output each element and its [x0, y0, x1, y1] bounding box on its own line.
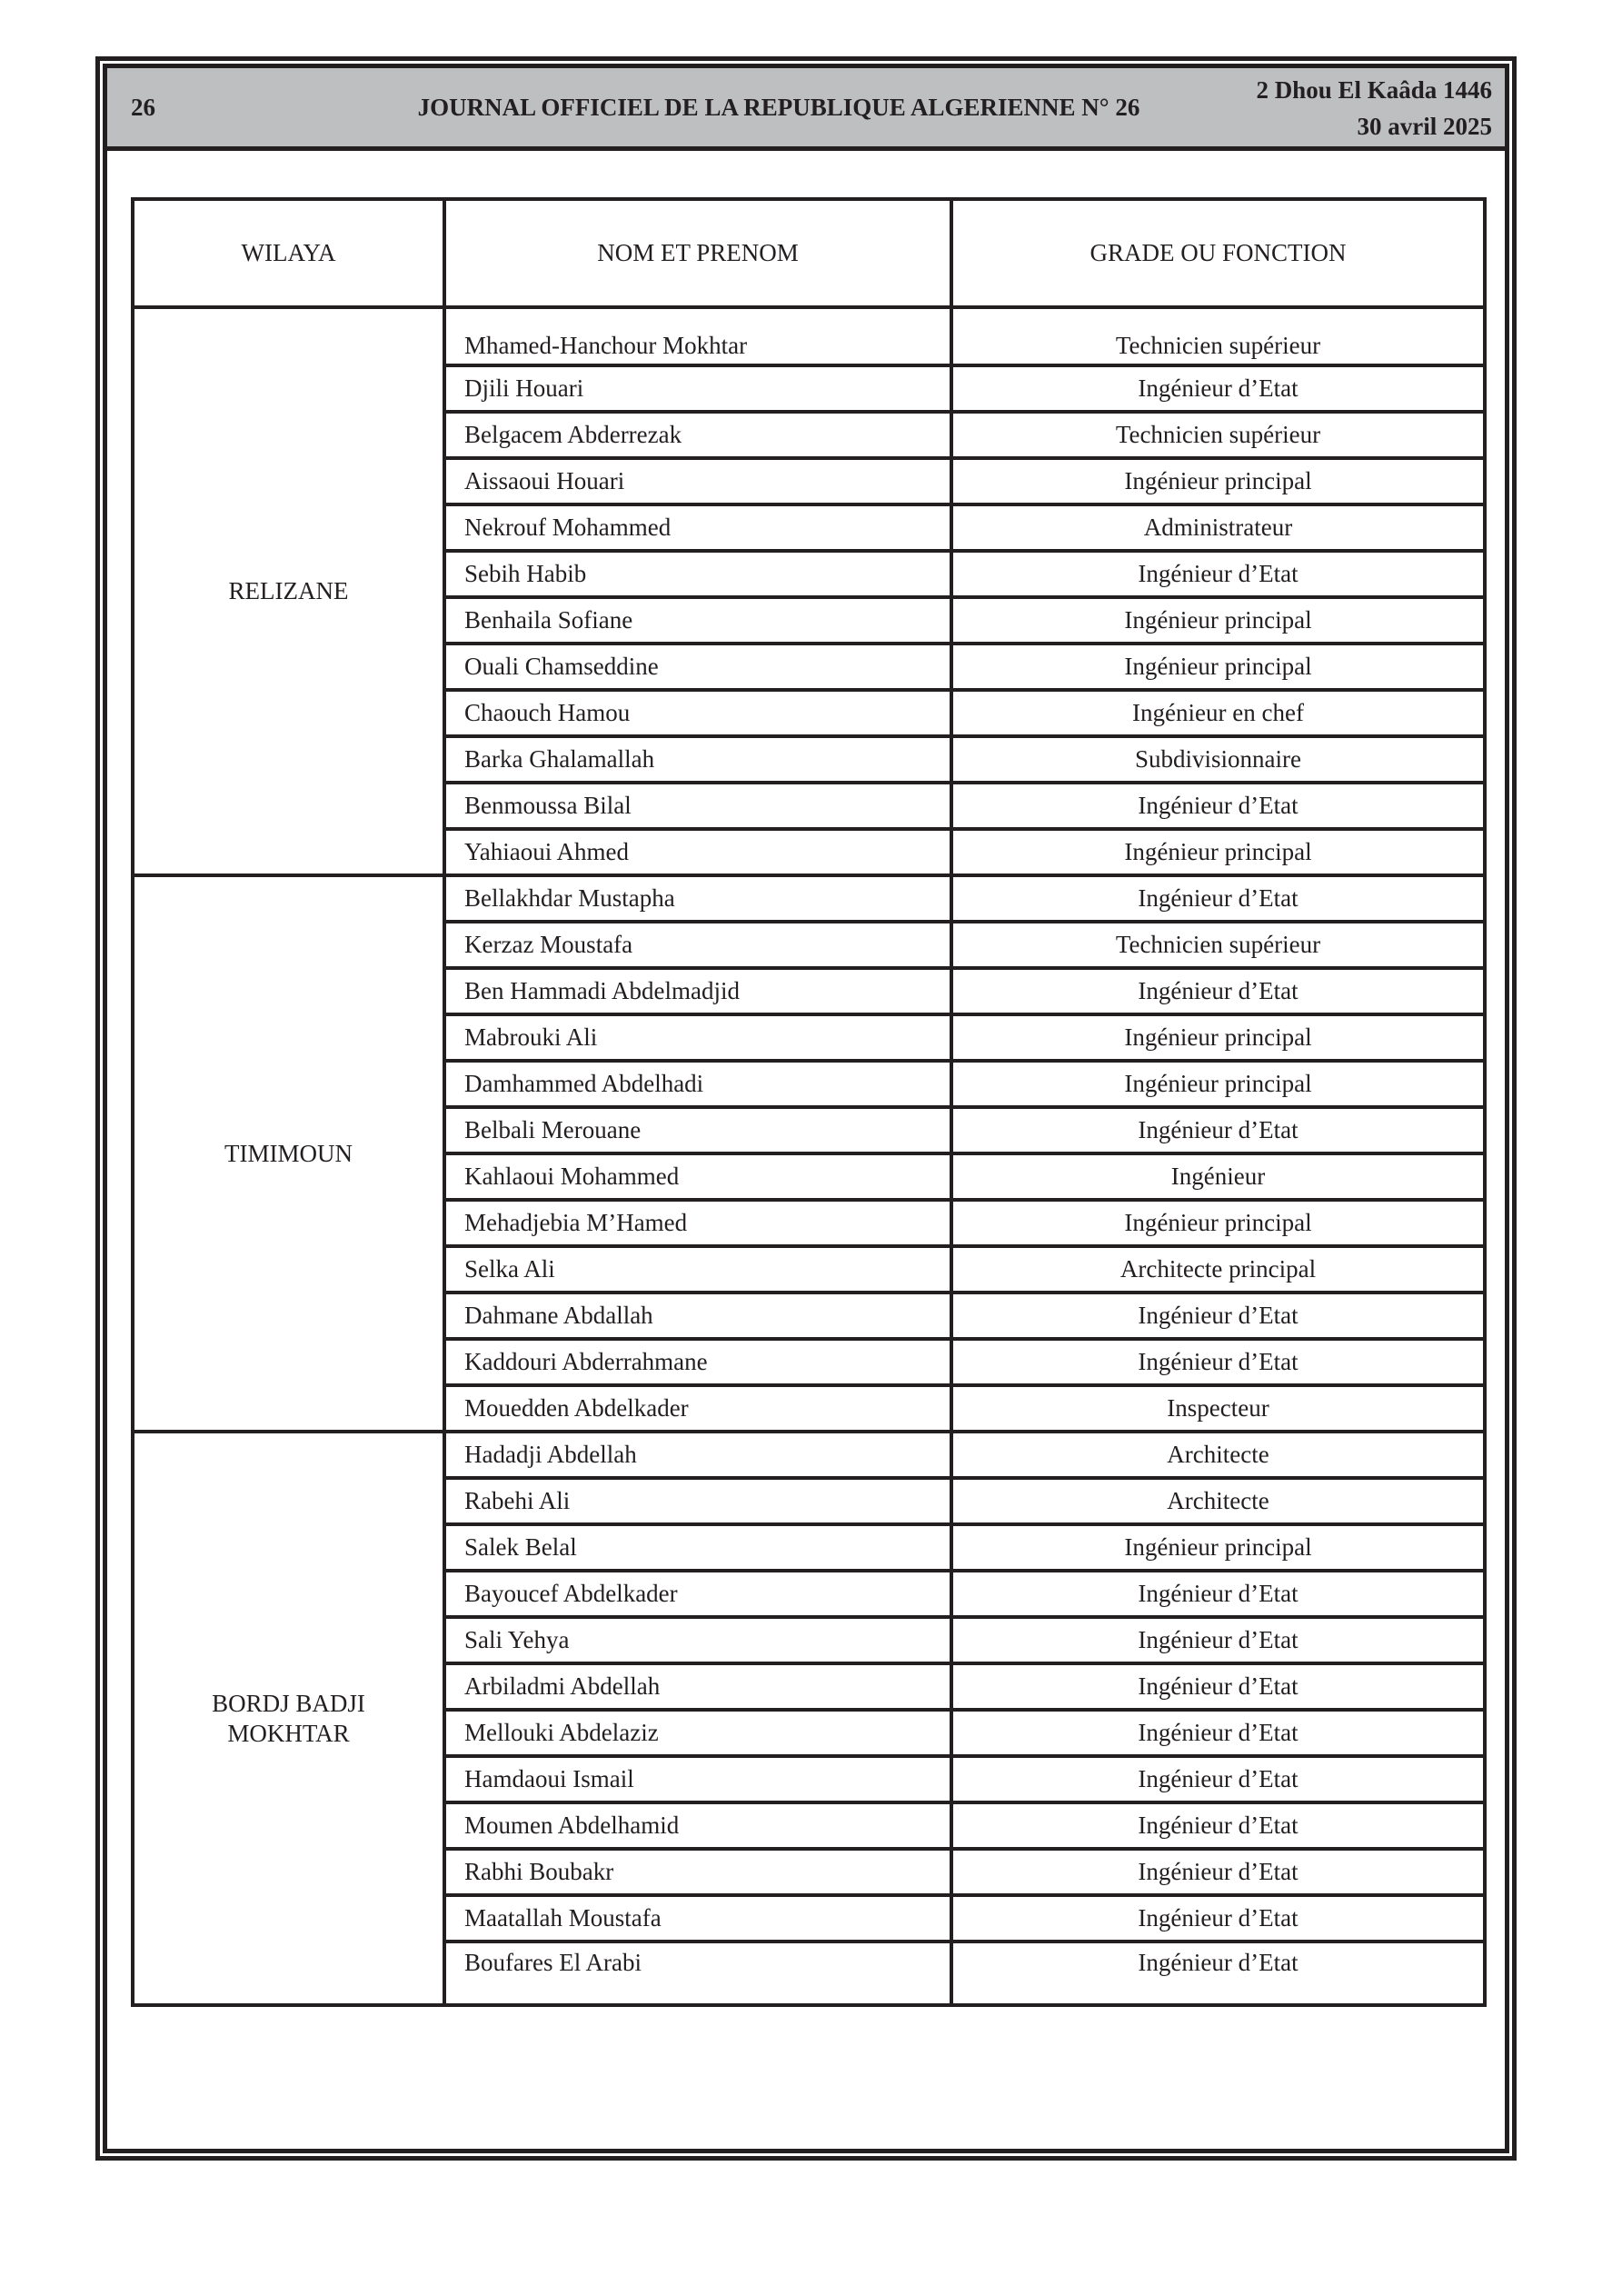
name-cell: Moumen Abdelhamid — [444, 1802, 951, 1849]
name-cell: Boufares El Arabi — [444, 1942, 951, 2005]
table-header-row — [133, 199, 1485, 307]
grade-cell: Ingénieur d’Etat — [951, 1942, 1485, 2005]
name-cell: Salek Belal — [444, 1524, 951, 1571]
name-cell: Mehadjebia M’Hamed — [444, 1200, 951, 1246]
grade-cell: Ingénieur principal — [951, 458, 1485, 504]
name-cell: Benmoussa Bilal — [444, 783, 951, 829]
grade-cell: Ingénieur d’Etat — [951, 1107, 1485, 1153]
name-cell: Damhammed Abdelhadi — [444, 1061, 951, 1107]
grade-cell: Architecte principal — [951, 1246, 1485, 1293]
grade-cell: Technicien supérieur — [951, 412, 1485, 458]
grade-cell: Ingénieur principal — [951, 597, 1485, 644]
name-cell: Arbiladmi Abdellah — [444, 1663, 951, 1710]
name-cell: Mellouki Abdelaziz — [444, 1710, 951, 1756]
name-cell: Sebih Habib — [444, 551, 951, 597]
grade-cell: Technicien supérieur — [951, 922, 1485, 968]
issue-date — [1256, 72, 1492, 145]
grade-cell: Ingénieur d’Etat — [951, 1756, 1485, 1802]
wilaya-cell: RELIZANE — [133, 307, 444, 875]
name-cell: Yahiaoui Ahmed — [444, 829, 951, 875]
wilaya-cell — [133, 1432, 444, 2005]
grade-cell: Subdivisionnaire — [951, 736, 1485, 783]
name-cell: Bellakhdar Mustapha — [444, 875, 951, 922]
name-cell: Hadadji Abdellah — [444, 1432, 951, 1478]
grade-cell: Technicien supérieur — [951, 307, 1485, 365]
hijri-date: 2 Dhou El Kaâda 1446 — [1256, 76, 1492, 104]
grade-cell: Ingénieur d’Etat — [951, 1339, 1485, 1385]
wilaya-cell: TIMIMOUN — [133, 875, 444, 1432]
grade-cell: Ingénieur principal — [951, 1014, 1485, 1061]
name-cell: Bayoucef Abdelkader — [444, 1571, 951, 1617]
name-cell: Selka Ali — [444, 1246, 951, 1293]
grade-cell: Administrateur — [951, 504, 1485, 551]
grade-cell: Ingénieur d’Etat — [951, 365, 1485, 412]
grade-cell: Ingénieur d’Etat — [951, 1663, 1485, 1710]
grade-cell: Ingénieur d’Etat — [951, 1617, 1485, 1663]
name-cell: Djili Houari — [444, 365, 951, 412]
grade-cell: Ingénieur d’Etat — [951, 968, 1485, 1014]
name-cell: Rabehi Ali — [444, 1478, 951, 1524]
name-cell: Maatallah Moustafa — [444, 1895, 951, 1942]
name-cell: Ouali Chamseddine — [444, 644, 951, 690]
name-cell: Rabhi Boubakr — [444, 1849, 951, 1895]
grade-cell: Ingénieur d’Etat — [951, 1802, 1485, 1849]
name-cell: Chaouch Hamou — [444, 690, 951, 736]
wilaya-name-line: BORDJ BADJI — [212, 1689, 365, 1717]
name-cell: Mhamed-Hanchour Mokhtar — [444, 307, 951, 365]
grade-cell: Ingénieur principal — [951, 1061, 1485, 1107]
name-cell: Belgacem Abderrezak — [444, 412, 951, 458]
name-cell: Sali Yehya — [444, 1617, 951, 1663]
name-cell: Hamdaoui Ismail — [444, 1756, 951, 1802]
grade-cell: Ingénieur principal — [951, 1524, 1485, 1571]
name-cell: Kaddouri Abderrahmane — [444, 1339, 951, 1385]
grade-cell: Architecte — [951, 1432, 1485, 1478]
grade-cell: Ingénieur d’Etat — [951, 1710, 1485, 1756]
grade-cell: Architecte — [951, 1478, 1485, 1524]
grade-cell: Ingénieur d’Etat — [951, 875, 1485, 922]
name-cell: Belbali Merouane — [444, 1107, 951, 1153]
column-header-wilaya: WILAYA — [133, 199, 444, 307]
table-row — [133, 1432, 1485, 1478]
grade-cell: Ingénieur d’Etat — [951, 1293, 1485, 1339]
grade-cell: Ingénieur d’Etat — [951, 783, 1485, 829]
gregorian-date: 30 avril 2025 — [1357, 113, 1492, 140]
journal-title: JOURNAL OFFICIEL DE LA REPUBLIQUE ALGERIENNE N° 26 — [417, 94, 1140, 121]
table-row — [133, 875, 1485, 922]
name-cell: Ben Hammadi Abdelmadjid — [444, 968, 951, 1014]
column-header-nom: NOM ET PRENOM — [444, 199, 951, 307]
grade-cell: Ingénieur — [951, 1153, 1485, 1200]
grade-cell: Ingénieur d’Etat — [951, 1895, 1485, 1942]
name-cell: Benhaila Sofiane — [444, 597, 951, 644]
page-number: 26 — [131, 94, 155, 121]
grade-cell: Ingénieur d’Etat — [951, 551, 1485, 597]
journal-header — [103, 64, 1509, 151]
name-cell: Barka Ghalamallah — [444, 736, 951, 783]
table-row — [133, 307, 1485, 365]
wilaya-name-line: MOKHTAR — [227, 1719, 350, 1747]
name-cell: Nekrouf Mohammed — [444, 504, 951, 551]
name-cell: Dahmane Abdallah — [444, 1293, 951, 1339]
grade-cell: Ingénieur d’Etat — [951, 1571, 1485, 1617]
grade-cell: Ingénieur principal — [951, 829, 1485, 875]
grade-cell: Ingénieur principal — [951, 1200, 1485, 1246]
personnel-table — [131, 197, 1487, 2007]
grade-cell: Inspecteur — [951, 1385, 1485, 1432]
grade-cell: Ingénieur principal — [951, 644, 1485, 690]
name-cell: Mabrouki Ali — [444, 1014, 951, 1061]
column-header-grade: GRADE OU FONCTION — [951, 199, 1485, 307]
grade-cell: Ingénieur d’Etat — [951, 1849, 1485, 1895]
name-cell: Mouedden Abdelkader — [444, 1385, 951, 1432]
table-body — [133, 307, 1485, 2005]
grade-cell: Ingénieur en chef — [951, 690, 1485, 736]
name-cell: Kerzaz Moustafa — [444, 922, 951, 968]
name-cell: Kahlaoui Mohammed — [444, 1153, 951, 1200]
name-cell: Aissaoui Houari — [444, 458, 951, 504]
